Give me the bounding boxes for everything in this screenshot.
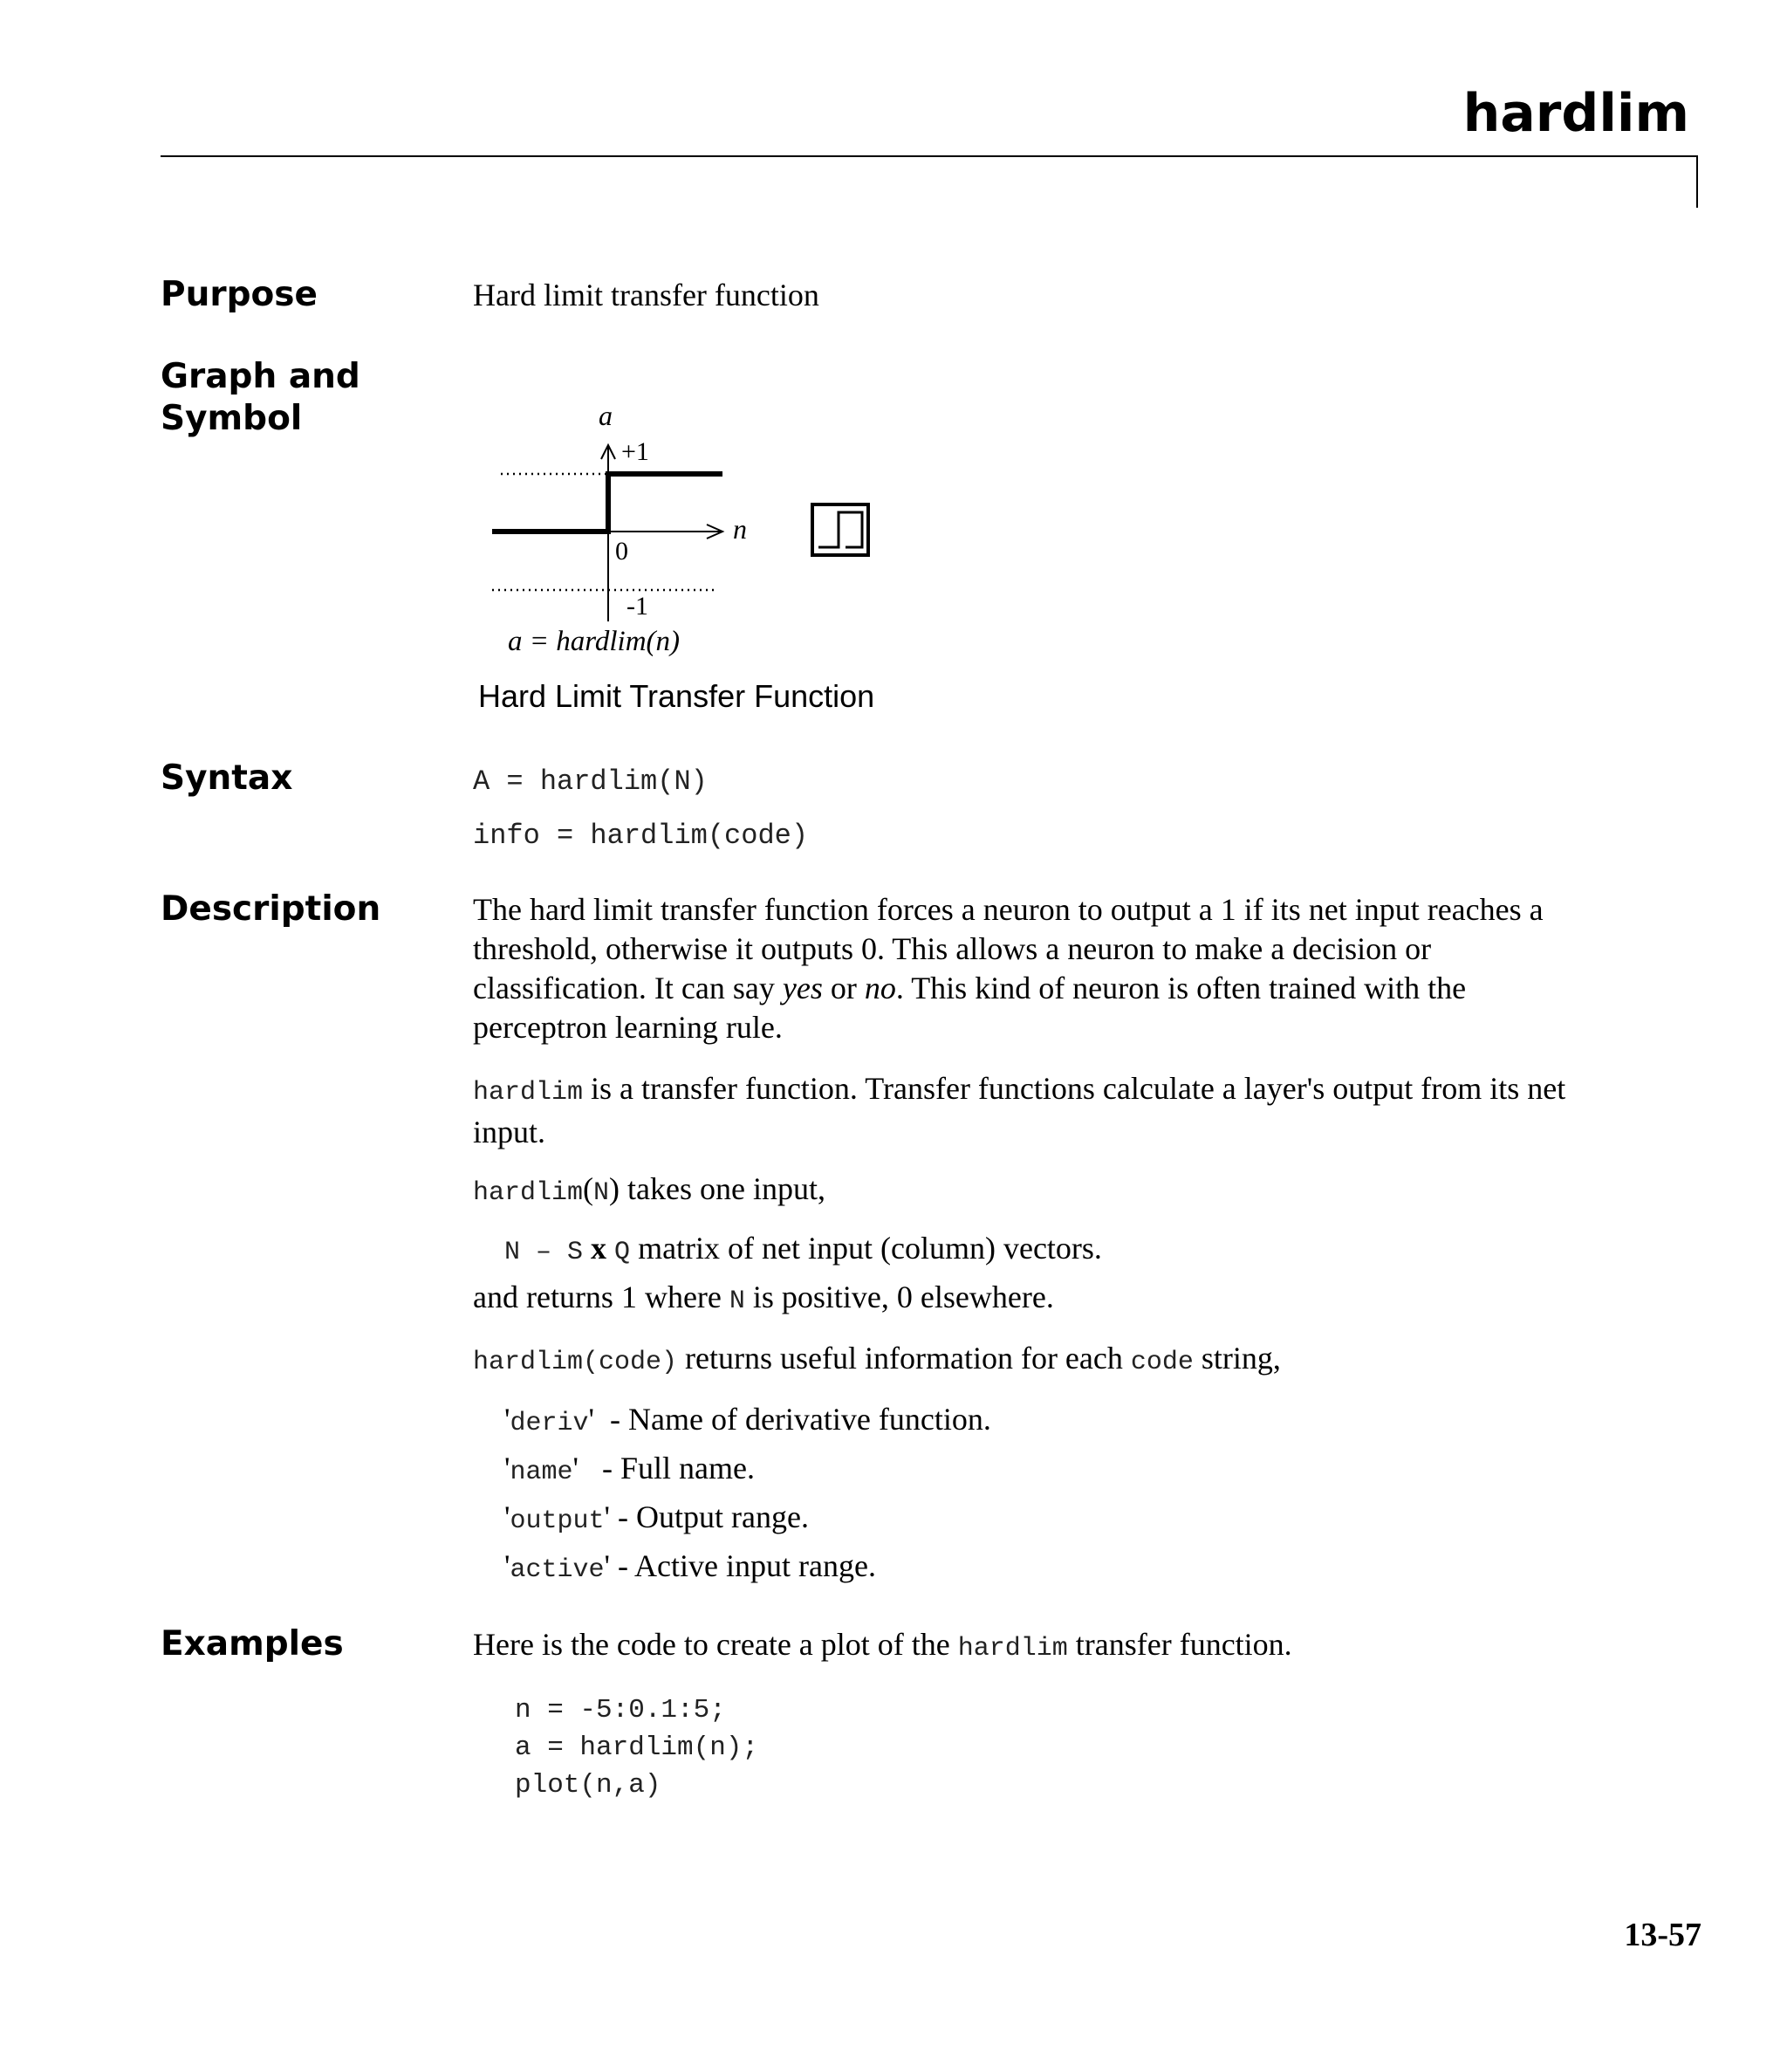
desc-or: or [822,971,865,1005]
ret-part1: and returns 1 where [473,1280,729,1314]
example-code-line: plot(n,a) [515,1770,661,1801]
desc-p3-text: ) takes one input, [609,1171,825,1206]
quote-open: ' [504,1548,510,1583]
example-code-line: a = hardlim(n); [515,1732,759,1763]
arg-x: x [583,1231,615,1266]
axis-a-label: a [599,400,613,431]
code-item-desc: - Output range. [610,1499,809,1534]
example-code-block [515,1691,758,1804]
examples-intro-part1: Here is the code to create a plot of the [473,1627,958,1662]
code-item-name: deriv [510,1409,589,1438]
description-paragraph-1 [473,890,1607,1047]
examples-intro-part2: transfer function. [1067,1627,1292,1662]
examples-intro [473,1625,1607,1669]
ret-code: N [729,1286,745,1316]
syntax-line-2: info = hardlim(code) [473,820,809,852]
examples-intro-code: hardlim [957,1634,1068,1664]
argument-line [504,1229,1604,1273]
purpose-text: Hard limit transfer function [473,278,819,312]
page-title: hardlim [1462,83,1689,144]
step-function-icon [812,504,868,555]
desc-p1-part1: The hard limit transfer function forces a neuron to output a 1 if its net input reaches a threshold, otherwise it outputs 0. This allows a neuron to make a decision or classification. It can say [473,892,1544,1005]
examples-label: Examples [161,1624,344,1664]
hardlim-graph-svg [471,393,925,681]
ret-part2: is positive, 0 elsewhere. [744,1280,1054,1314]
page-number: 13-57 [1624,1917,1701,1953]
code-item-name: name [510,1458,573,1487]
tick-zero: 0 [615,537,628,566]
axis-n-label: n [733,513,747,545]
code-item-active [504,1547,876,1589]
arg-text: matrix of net input (column) vectors. [630,1231,1102,1266]
desc-yes: yes [782,971,823,1005]
tick-plus-one: +1 [621,437,649,466]
desc-p1-part2: . This kind of neuron is often trained with the perceptron learning rule. [473,971,1467,1045]
desc-p5-text1: returns useful information for each [677,1341,1131,1376]
graph-equation: a = hardlim(n) [508,626,681,657]
desc-no: no [864,971,896,1005]
header-rule [161,155,1698,157]
quote-close: ' [604,1548,611,1583]
code-item-desc: - Active input range. [610,1548,876,1583]
desc-p3-open: ( [583,1171,594,1206]
desc-p3-arg: N [593,1178,610,1208]
code-item-deriv [504,1400,991,1443]
purpose-label: Purpose [161,275,318,314]
quote-close: ' [572,1451,579,1485]
code-item-desc: - Name of derivative function. [594,1402,991,1437]
tick-minus-one: -1 [626,592,648,621]
desc-p3-code: hardlim [473,1178,584,1208]
quote-open: ' [504,1451,510,1485]
code-item-name-entry [504,1449,755,1492]
graph-label [161,356,360,440]
code-item-desc: - Full name. [579,1451,755,1485]
header-rule-tick [1696,155,1698,208]
syntax-label: Syntax [161,758,293,798]
description-paragraph-3 [473,1170,1607,1213]
arg-s: S [567,1238,584,1267]
code-item-name: active [510,1555,605,1585]
quote-close: ' [588,1402,595,1437]
syntax-line-1: A = hardlim(N) [473,765,708,798]
graph-label-line1: Graph and [161,357,360,396]
desc-p5-text2: string, [1193,1341,1281,1376]
quote-open: ' [504,1499,510,1534]
arg-dash: – [520,1238,568,1267]
returns-line [473,1278,1607,1321]
desc-p5-code2: code [1130,1348,1194,1377]
desc-p2-text: is a transfer function. Transfer functions calculate a layer's output from its net input. [473,1071,1566,1149]
step-function-curve [492,474,722,532]
graph-label-line2: Symbol [161,399,303,438]
description-paragraph-2 [473,1069,1607,1152]
quote-open: ' [504,1402,510,1437]
example-code-line: n = -5:0.1:5; [515,1695,726,1726]
arg-n: N [504,1238,521,1267]
code-item-output [504,1498,809,1540]
hardlim-graph [471,393,925,681]
arg-q: Q [614,1238,631,1267]
quote-close: ' [604,1499,611,1534]
graph-caption: Hard Limit Transfer Function [478,678,875,714]
description-label: Description [161,889,381,929]
code-item-name: output [510,1506,605,1536]
description-paragraph-5 [473,1339,1607,1382]
desc-p2-code: hardlim [473,1078,584,1108]
desc-p5-code1: hardlim(code) [473,1348,678,1377]
